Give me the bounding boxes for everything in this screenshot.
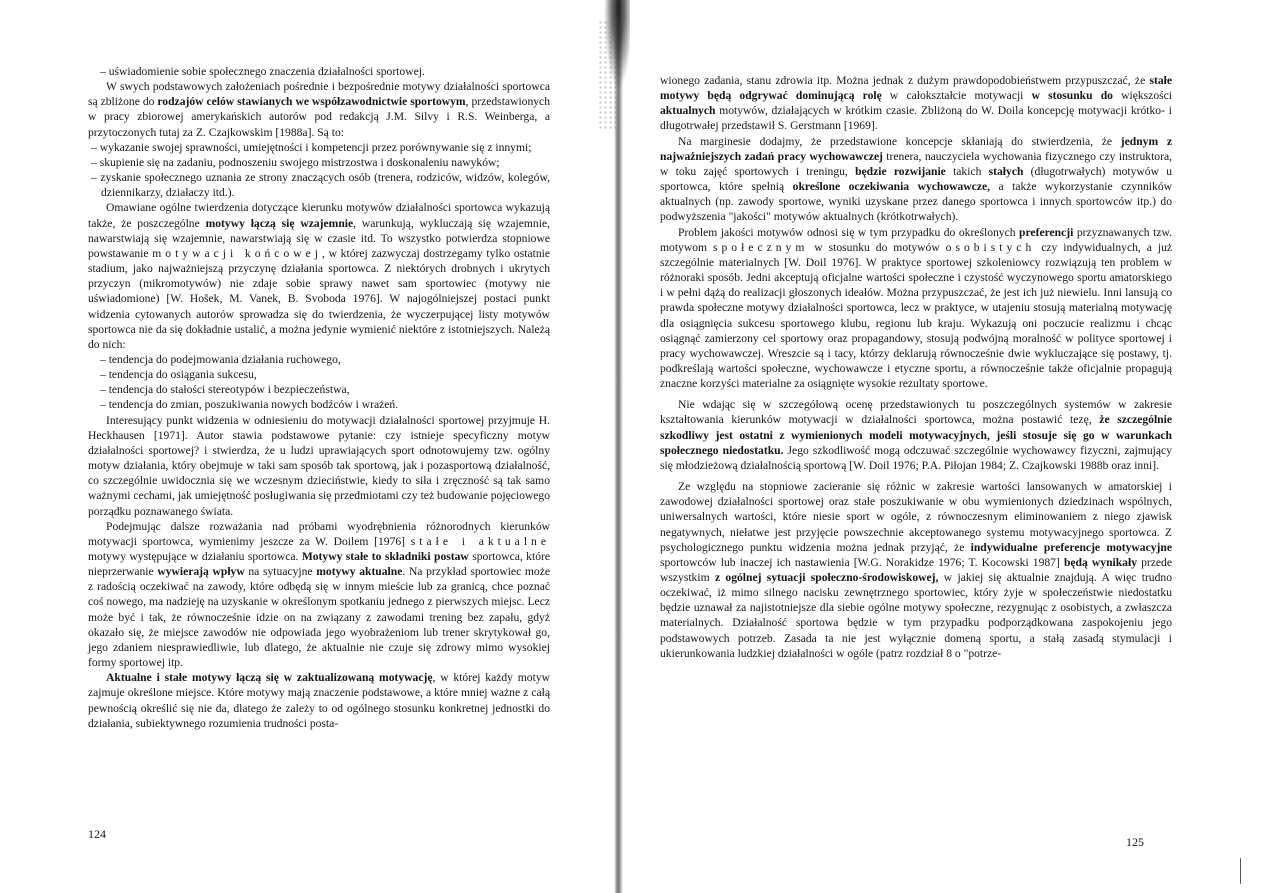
text-run: większości <box>1112 89 1172 103</box>
left-page <box>0 0 615 893</box>
text-run: czy indywidualnych, a już szczególnie materialnych [W. Doil 1976]. W praktyce sportowej szkoleniowcy rozwiązują ten problem w różnoraki sposób. Jedni akceptują oficjalne wartości społeczne i czystość wyczynowego sportu amatorskiego i w pełni dążą do realizacji głoszonych ideałów. Można przypuszczać, że jest ich już niewielu. Inni lansują co prawda społeczne motywy działalności sportowca, lecz w praktyce, w utajeniu stosują materialną motywację dla osiągnięcia sukcesu sportowego klubu, regionu lub kraju. Wykazują oni poczucie realizmu i chcąc osiągnąć zamierzony cel sportowy oraz propagandowy, stosują podwójną moralność w polityce sportowej i pracy wychowawczej. Wreszcie są i tacy, którzy deklarują równocześnie dwie wykluczające się postawy, tj. podkreślają wartości społeczne, wychowawcze i etyczne sportu, a równocześnie także oficjalnie propagują znaczne korzyści materialne za osiągnięte wysokie rezultaty sportowe. <box>660 240 1173 391</box>
text-run: , w której zazwyczaj dostrzegamy tylko ostatnie stadium, jako najważniejszą przyczynę działania sportowca. Z niektórych drobnych i ukrytych przyczyn (mikromotywów) nie zdaje sobie sprawy nawet sam sportowiec (motywy nie uświadomione) [W. Hošek, M. Vanek, B. Svoboda 1976]. W najogólniejszej postaci punkt widzenia cytowanych autorów sprowadza się do twierdzenia, że wyczerpującej listy motywów sportowca nie da się dokładnie ustalić, a można jedynie wymienić niektóre z istotniejszych. Należą do nich: <box>88 246 550 351</box>
spaced-phrase: motywacji końcowej <box>152 246 322 260</box>
bold-phrase: stałych <box>988 164 1024 178</box>
text-run: przede wszystkim <box>660 555 1172 584</box>
paragraph <box>88 413 550 519</box>
binding-spine-line <box>614 0 623 893</box>
right-page <box>640 0 1263 893</box>
paragraph: – skupienie się na zadaniu, podnoszeniu swojego mistrzostwa i doskonaleniu nawyków; <box>91 155 500 169</box>
right-page-text-column <box>660 73 1172 661</box>
text-run: w jakiej się aktualnie znajdują. A więc trudno oczekiwać, iż mimo silnego nacisku zewnętrznego sportowiec, który żyje w społeczeństwie niedostatku będzie uznawał za najistotniejsze dla siebie ogólne motywy społeczne, rezygnując z osobistych, a zwłaszcza materialnych. Działalność sportowa będzie w tym przypadku podporządkowana zaspokojeniu jego podstawowych potrzeb. Zasada ta nie jest wyłącznie domeną sportu, a stałą zasadą stymulacji i ukierunkowania ludzkiej działalności w ogóle (patrz rozdział 8 o "potrze- <box>660 571 1172 660</box>
bold-phrase: w stosunku do <box>1031 89 1113 103</box>
text-run: Interesujący punkt widzenia w odniesieniu do motywacji działalności sportowej przyjmuje H. Heckhausen [1971]. Autor stawia podstawowe pytanie: czy istnieje specyficzny motyw działalności sportowej? i stwierdza, że u ludzi uprawiających sport odnotowujemy tzw. ogólny motyw działania, który obejmuje w taki sam sposób tak sportową, jak i pozasportową działalność, co szczególnie uwidocznia się we wczesnym dzieciństwie, kiedy to siła i zręczność są tak samo ważnymi cechami, jak umiejętność posługiwania się przedmiotami czy też budowanie pojęciowego porządku poznawanego świata. <box>88 413 550 518</box>
paragraph: – tendencja do zmian, poszukiwania nowych bodźców i wrażeń. <box>100 398 399 412</box>
text-run: w stosunku do motywów <box>808 240 946 254</box>
bold-phrase: Motywy stałe to składniki postaw <box>301 550 469 563</box>
right-page-number: 125 <box>1126 835 1144 849</box>
paragraph: – zyskanie społecznego uznania ze strony znaczących osób (trenera, rodziców, widzów, kolegów, dziennikarzy, działaczy itd.). <box>91 171 550 200</box>
paragraph: – tendencja do stałości stereotypów i bezpieczeństwa, <box>100 383 350 397</box>
paragraph: – tendencja do podejmowania działania ruchowego, <box>100 352 341 366</box>
bold-phrase: stałe motywy będą odgrywać dominującą rolę <box>660 74 1172 103</box>
text-run: Jego szkodliwość mogą odczuwać szczególnie wychowawcy fizyczni, zajmujący się młodzieżową działalnością sportową [W. Doil 1976; P.A. Piłojan 1984; Z. Czajkowski 1988b oraz inni]. <box>660 443 1172 472</box>
text-run: sportowca, które nieprzerwanie <box>88 550 550 579</box>
text-run: (długotrwałych) motywów u sportowca, które spełnią <box>660 164 1172 194</box>
text-run: wionego zadania, stanu zdrowia itp. Można jednak z dużym prawdopodobieństwem przypuszczać, że <box>660 74 1150 87</box>
spaced-phrase: społecznym <box>712 240 809 254</box>
bold-phrase: określone oczekiwania wychowawcze, <box>792 180 991 194</box>
left-page-number: 124 <box>88 827 106 841</box>
bold-phrase: preferencji <box>1019 225 1074 239</box>
paragraph <box>660 479 1172 661</box>
bold-phrase: z ogólnej sytuacji społeczno-środowiskowej, <box>714 571 939 584</box>
bold-phrase: aktualnych <box>660 104 716 118</box>
paragraph <box>660 134 1172 225</box>
margin-pencil-mark <box>1240 858 1242 884</box>
text-run: Na marginesie dodajmy, że przedstawione koncepcje skłaniają do stwierdzenia, że <box>678 134 1121 148</box>
paragraph <box>88 670 550 731</box>
text-run: takich <box>945 164 989 178</box>
text-run: trenera, nauczyciela wychowania fizycznego czy instruktora, w toku zajęć sportowych i treningu, <box>660 149 1172 178</box>
bold-phrase: rodzajów celów stawianych we współzawodnictwie sportowym <box>157 95 466 109</box>
spaced-phrase: osobistych <box>945 240 1036 254</box>
bold-phrase: będzie rozwijanie <box>855 164 946 178</box>
paragraph: – uświadomienie sobie społecznego znaczenia działalności sportowej. <box>100 65 425 78</box>
paragraph: – tendencja do osiągania sukcesu, <box>100 368 257 382</box>
bold-phrase: że szczególnie szkodliwy jest ostatni z wymienionych modeli motywacyjnych, jeśli stosuje się go w warunkach społecznego niedostatku. <box>660 413 1172 457</box>
text-run: w całokształcie motywacji <box>881 89 1032 103</box>
bold-phrase: indywidualne preferencje motywacyjne <box>970 540 1172 554</box>
paragraph <box>660 225 1172 392</box>
spaced-phrase: stałe i aktualne <box>410 534 550 548</box>
text-run: . Na przykład sportowiec może z radością oczekiwać na zawody, które odbędą się w innym mieście lub za granicą, chce poznać coś nowego, ma nadzieję na uzyskanie w określonym spotkaniu jednego z pierwszych miejsc. Lecz może być i tak, że równocześnie idzie on na związany z zawodami trening bez zapału, gdyż okazało się, że miejsce zawodów nie odpowiada jego wyobrażeniom lub trener skrytykował go, jego zdaniem niesprawiedliwie, lub dlatego, że aktualnie nie czuje się zdrowy mimo wysokiej formy sportowej itp. <box>88 565 550 670</box>
text-run: Nie wdając się w szczegółową ocenę przedstawionych tu poszczególnych systemów w zakresie kształtowania kierunków motywacji w działalności sportowca, można postawić tezę, <box>660 398 1172 427</box>
text-run: Podejmując dalsze rozważania nad próbami wyodrębnienia różnorodnych kierunków motywacji sportowca, wymienimy jeszcze za W. Doilem [1976] <box>88 519 550 548</box>
text-run: motywów, działających w krótkim czasie. Zbliżoną do W. Doila koncepcję motywacji krótko- i długotrwałej przedstawił S. Gerstmann [1969]. <box>660 104 1172 133</box>
bold-phrase: motywy łączą się wzajemnie <box>205 216 354 230</box>
text-run: sportowców lub inaczej ich nastawienia [W.G. Norakidze 1976; T. Kocowski 1987] <box>660 555 1064 569</box>
text-run: , w której każdy motyw zajmuje określone miejsce. Które motywy mają znaczenie podstawowe, a które mniej ważne z całą pewnością określić się nie da, dlatego że zależy to od ogólnego stosunku konkretnej jednostki do działania, subiektywnego rozumienia trudności posta- <box>88 671 550 730</box>
text-run: , przedstawionych w pracy zbiorowej amerykańskich autorów pod redakcją J.M. Silvy i R.S. Weinberga, a przytoczonych tutaj za Z. Czajkowskim [1988a]. Są to: <box>88 95 550 139</box>
paragraph <box>88 519 550 671</box>
paragraph <box>88 200 550 352</box>
bold-phrase: będą wynikały <box>1063 555 1137 569</box>
text-run: , warunkują, wykluczają się wzajemnie, nawarstwiają się wzajemnie, nawarstwiają się w czasie itd. To wszystko potwierdza stopniowe powstawanie <box>88 216 550 260</box>
text-run: Problem jakości motywów odnosi się w tym przypadku do określonych <box>678 225 1020 239</box>
bold-phrase: wywierają wpływ <box>157 565 245 579</box>
text-run: Ze względu na stopniowe zacieranie się różnic w zakresie wartości lansowanych w amatorskiej i zawodowej działalności sportowej oraz stałe poszukiwanie w obu wymienionych dziedzinach wspólnych, uniwersalnych wartości, które niesie sport w ogóle, z równoczesnym eliminowaniem z niego zjawisk negatywnych, niełatwe jest przyjęcie powszechnie akceptowanego systemu motywacyjnego sportowca. Z psychologicznego punktu widzenia można jednak przyjąć, że <box>660 480 1172 554</box>
left-page-text-column <box>88 64 550 731</box>
paragraph <box>660 397 1172 473</box>
bold-phrase: Aktualne i stałe motywy łączą się w zaktualizowaną motywację <box>106 671 433 685</box>
text-run: przyznawanych tzw. motywom <box>660 225 1172 254</box>
bold-phrase: motywy aktualne <box>316 565 403 579</box>
text-run: Omawiane ogólne twierdzenia dotyczące kierunku motywów działalności sportowca wykazują także, że poszczególne <box>88 201 550 230</box>
text-run: W swych podstawowych założeniach pośrednie i bezpośrednie motywy działalności sportowca są zbliżone do <box>88 80 550 109</box>
text-run: na sytuacyjne <box>244 565 317 579</box>
text-run: a także wykorzystanie czynników aktualnych (np. zawody sportowe, wyniki uzyskane przez danego sportowca i innych sportowców itp.) do podwyższenia "jakości" motywów aktualnych (krótkotrwałych). <box>660 180 1172 224</box>
paragraph <box>88 79 550 140</box>
text-run: motywy występujące w działaniu sportowca. <box>88 550 302 563</box>
paragraph: – wykazanie swojej sprawności, umiejętności i kompetencji przez porównywanie się z innymi; <box>91 140 532 154</box>
bold-phrase: jednym z najważniejszych zadań pracy wychowawczej <box>660 134 1172 163</box>
paragraph <box>660 73 1172 134</box>
